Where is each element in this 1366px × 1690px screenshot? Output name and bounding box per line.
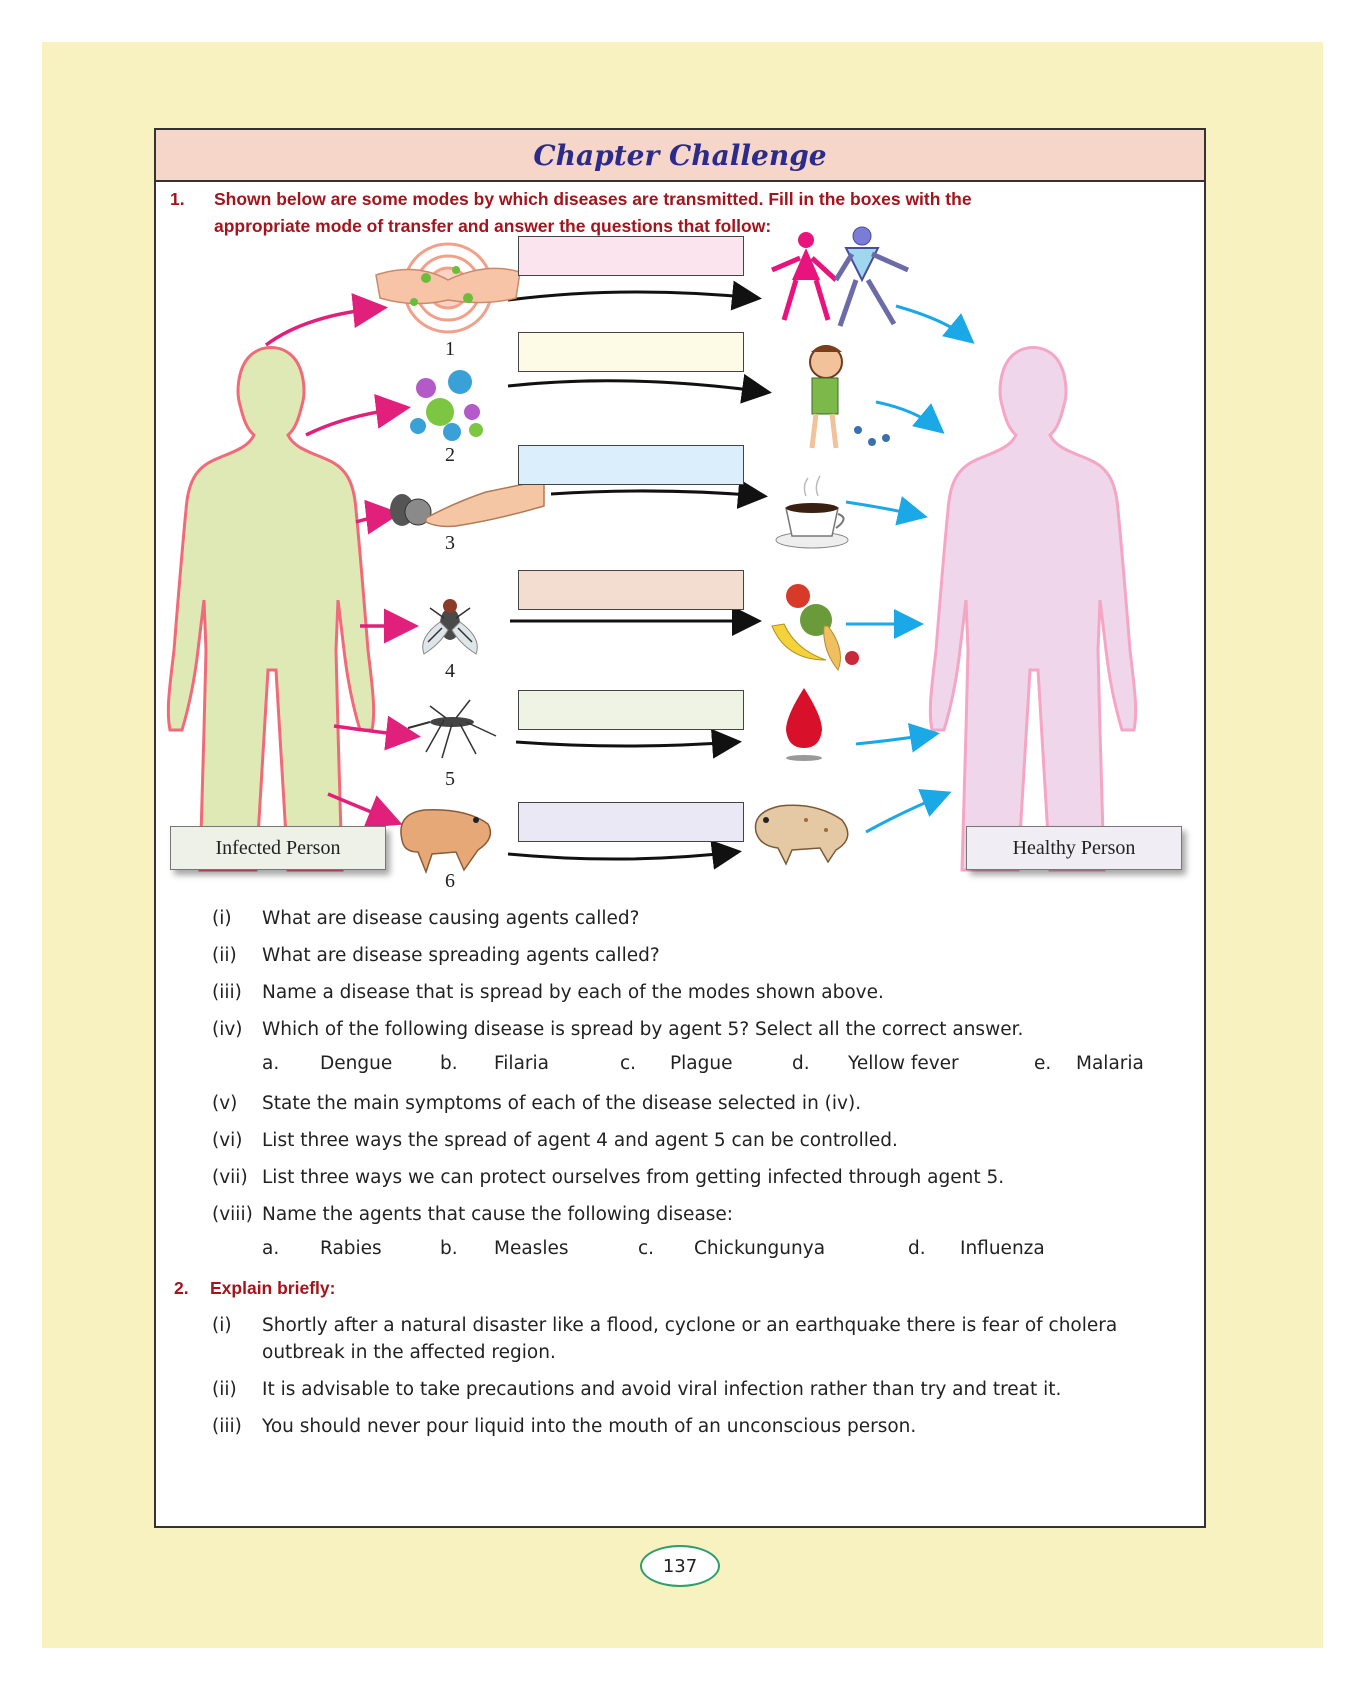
question-text: Name a disease that is spread by each of the modes shown above. <box>262 982 884 1003</box>
question-text: Name the agents that cause the following disease: <box>262 1204 734 1225</box>
fill-box-4[interactable] <box>518 570 744 610</box>
pink-arrow-3 <box>356 514 394 522</box>
infected-person-figure <box>168 348 373 871</box>
q2-number: 2. <box>174 1278 189 1298</box>
infected-person-label: Infected Person <box>170 826 386 870</box>
question-text: State the main symptoms of each of the disease selected in (iv). <box>262 1093 862 1114</box>
pink-arrow-5 <box>334 726 414 736</box>
fill-box-6[interactable] <box>518 802 744 842</box>
black-arrow-2 <box>508 381 766 392</box>
question-text: List three ways we can protect ourselves from getting infected through agent 5. <box>262 1167 1005 1188</box>
question-number: (iii) <box>212 982 242 1003</box>
option-text: Plague <box>670 1053 733 1074</box>
option-text: Measles <box>494 1238 569 1259</box>
q2-title: Explain briefly: <box>210 1278 336 1298</box>
option-letter: c. <box>620 1053 637 1074</box>
option-letter: c. <box>638 1238 655 1259</box>
option-letter: b. <box>440 1238 458 1259</box>
agent-number-3: 3 <box>445 532 455 554</box>
option-letter: e. <box>1034 1053 1052 1074</box>
agent-number-2: 2 <box>445 444 455 466</box>
blue-arrow-3 <box>846 502 922 516</box>
agent-number-4: 4 <box>445 660 455 682</box>
question-text: Shortly after a natural disaster like a flood, cyclone or an earthquake there is fear of cholera <box>262 1315 1118 1336</box>
virus-cluster-icon <box>410 370 483 441</box>
blue-arrow-1 <box>896 306 970 340</box>
option-letter: d. <box>908 1238 926 1259</box>
option-text: Malaria <box>1076 1053 1144 1074</box>
option-letter: a. <box>262 1053 280 1074</box>
pink-arrow-1 <box>266 308 381 345</box>
agent-number-6: 6 <box>445 870 455 892</box>
question-number: (viii) <box>212 1204 253 1225</box>
question-number: (iii) <box>212 1416 242 1437</box>
agent-number-1: 1 <box>445 338 455 360</box>
agent-number-5: 5 <box>445 768 455 790</box>
doorknob-hand-icon <box>390 480 544 527</box>
question-number: (i) <box>212 1315 232 1336</box>
option-letter: d. <box>792 1053 810 1074</box>
pink-arrow-2 <box>306 408 404 435</box>
option-text: Dengue <box>320 1053 393 1074</box>
blue-arrow-5 <box>856 734 934 744</box>
sneezing-boy-icon <box>810 345 890 448</box>
question-text: Which of the following disease is spread by agent 5? Select all the correct answer. <box>262 1019 1024 1040</box>
stick-figures-icon <box>772 227 908 326</box>
blue-arrow-6 <box>866 794 946 832</box>
question-text: It is advisable to take precautions and avoid viral infection rather than try and treat it. <box>262 1379 1062 1400</box>
handshake-icon <box>376 244 520 332</box>
healthy-person-label: Healthy Person <box>966 826 1182 870</box>
question-number: (iv) <box>212 1019 243 1040</box>
black-arrow-5 <box>516 742 736 746</box>
black-arrow-6 <box>508 852 736 859</box>
question-number: (vii) <box>212 1167 248 1188</box>
question-number: (v) <box>212 1093 238 1114</box>
housefly-icon <box>423 599 478 654</box>
fill-box-3[interactable] <box>518 445 744 485</box>
q1-number: 1. <box>170 189 185 209</box>
option-text: Yellow fever <box>848 1053 959 1074</box>
black-arrow-1 <box>508 292 756 300</box>
q1-title-line1: Shown below are some modes by which diseases are transmitted. Fill in the boxes with the <box>214 189 972 209</box>
blood-drop-icon <box>786 688 822 761</box>
infected-rat-icon <box>756 805 848 864</box>
question-text: What are disease spreading agents called? <box>262 945 660 966</box>
option-text: Rabies <box>320 1238 382 1259</box>
rat-icon <box>401 810 491 872</box>
coffee-cup-icon <box>776 476 848 548</box>
question-number: (vi) <box>212 1130 243 1151</box>
fill-box-5[interactable] <box>518 690 744 730</box>
question-text: You should never pour liquid into the mouth of an unconscious person. <box>262 1416 917 1437</box>
question-text: outbreak in the affected region. <box>262 1342 556 1363</box>
page-number: 137 <box>640 1545 720 1587</box>
black-arrow-3 <box>551 491 762 496</box>
option-text: Influenza <box>960 1238 1045 1259</box>
chapter-challenge-box <box>154 128 1206 1528</box>
option-text: Chickungunya <box>694 1238 826 1259</box>
question-number: (ii) <box>212 1379 237 1400</box>
chapter-challenge-title: Chapter Challenge <box>533 138 827 172</box>
question-number: (ii) <box>212 945 237 966</box>
option-letter: a. <box>262 1238 280 1259</box>
question-number: (i) <box>212 908 232 929</box>
option-letter: b. <box>440 1053 458 1074</box>
healthy-person-figure <box>930 348 1135 871</box>
fruits-icon <box>772 584 859 670</box>
fill-box-1[interactable] <box>518 236 744 276</box>
blue-arrow-2 <box>876 402 940 430</box>
question-text: What are disease causing agents called? <box>262 908 640 929</box>
option-text: Filaria <box>494 1053 549 1074</box>
question-text: List three ways the spread of agent 4 and agent 5 can be controlled. <box>262 1130 898 1151</box>
q1-title-line2: appropriate mode of transfer and answer the questions that follow: <box>214 216 772 236</box>
fill-box-2[interactable] <box>518 332 744 372</box>
mosquito-icon <box>408 700 496 758</box>
